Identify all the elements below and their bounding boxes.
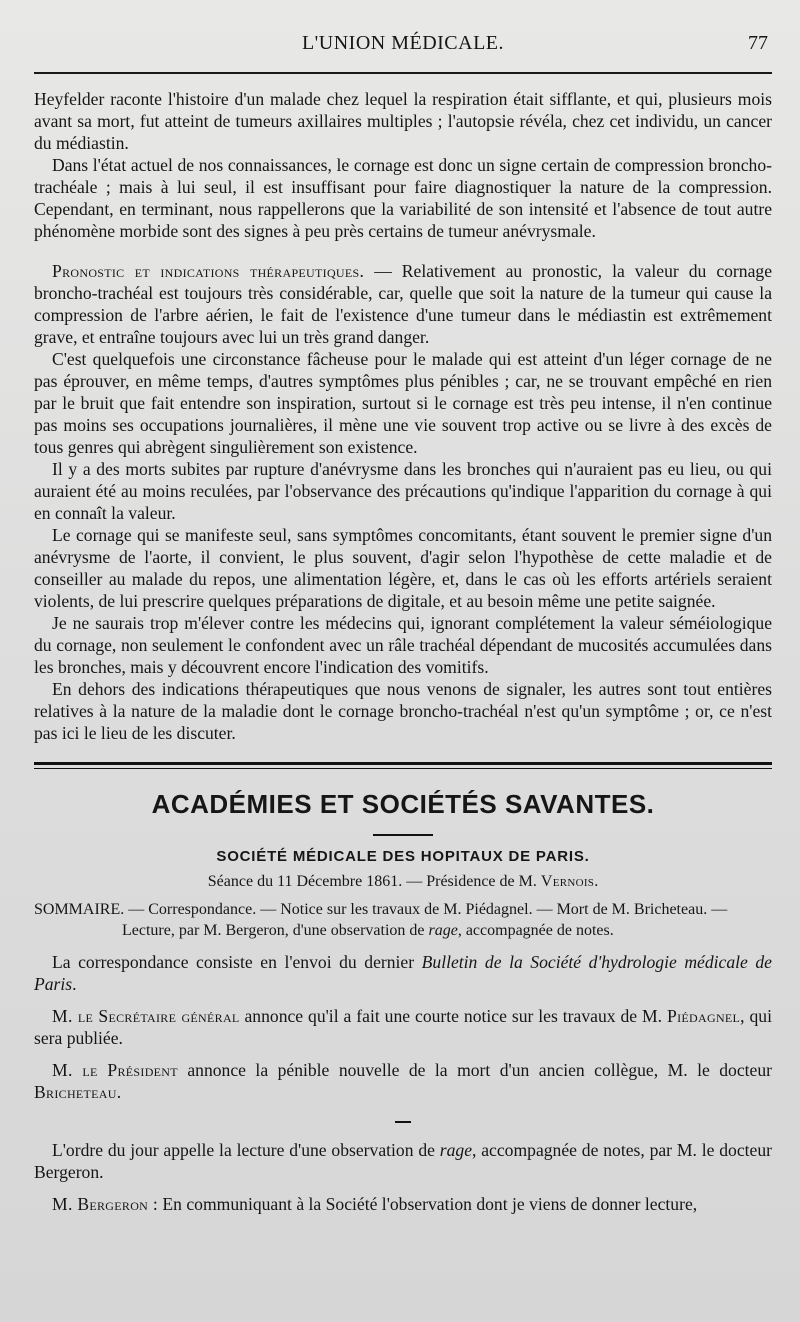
secretaire-text: annonce qu'il a fait une courte notice sur les travaux de M. — [239, 1006, 668, 1026]
president-end: . — [116, 1082, 122, 1102]
separator-dash — [395, 1121, 411, 1123]
seance-text: Séance du 11 Décembre 1861. — Présidence de M. — [207, 873, 541, 890]
ordre-rage: rage — [439, 1140, 473, 1160]
sommaire-line-2 — [34, 920, 772, 941]
journal-title: L'UNION MÉDICALE. — [301, 32, 505, 54]
piedagnel-name: Piédagnel — [667, 1006, 741, 1026]
seance-line — [34, 873, 772, 891]
sommaire-text-2a: Lecture, par M. Bergeron, d'une observation de — [122, 922, 429, 939]
paragraph: Je ne saurais trop m'élever contre les médecins qui, ignorant complétement la valeur séméiologique du cornage, non seulement le confondent avec un râle trachéal dépendant de mucosités accumulées dans les bronches, mais y découvrent encore l'indication des vomitifs. — [34, 613, 772, 677]
president-name: Vernois — [540, 873, 595, 890]
section-divider — [34, 762, 772, 769]
bergeron-paragraph — [34, 1193, 772, 1215]
header-rule — [34, 72, 772, 74]
society-name: SOCIÉTÉ MÉDICALE DES HOPITAUX DE PARIS. — [216, 848, 590, 865]
bergeron-text: En communiquant à la Société l'observation dont je viens de donner lecture, — [158, 1194, 698, 1214]
paragraph: Dans l'état actuel de nos connaissances, le cornage est donc un signe certain de compression broncho-trachéale ; mais à lui seul, il est insuffisant pour faire diagnostiquer la nature de la compression. Cependant, en terminant, nous rappellerons que la variabilité de son intensité et l'absence de tout autre phénomène morbide sont des signes à peu près certains de tumeur anévrysmale. — [34, 155, 772, 241]
divider-thick-line — [34, 762, 772, 765]
paragraph: Il y a des morts subites par rupture d'anévrysme dans les bronches qui n'auraient pas eu lieu, ou qui auraient été au moins reculées, par l'observance des précautions qu'indique l'apparition du cornage à qui en connaît la valeur. — [34, 459, 772, 523]
seance-end: . — [594, 873, 599, 890]
minutes — [34, 951, 772, 1215]
pronostic-paragraph — [34, 260, 772, 348]
sommaire-label: SOMMAIRE. — [34, 901, 125, 918]
bricheteau-name: Bricheteau — [34, 1082, 117, 1102]
corr-text: La correspondance consiste en l'envoi du dernier — [52, 952, 422, 972]
president-label: M. le Président — [52, 1060, 178, 1080]
secretaire-label: M. le Secrétaire général — [52, 1006, 240, 1026]
page-number: 77 — [748, 32, 768, 54]
pronostic-text: — Relativement au pronostic, la valeur du cornage broncho-trachéal est toujours très considérable, car, quelle que soit la nature de la tumeur qui cause la compression de l'arbre aérien, le fait de l'existence d'une tumeur dans le médiastin est extrêmement grave, et entraîne toujours avec lui un très grand danger. — [34, 261, 772, 347]
paragraph: En dehors des indications thérapeutiques que nous venons de signaler, les autres sont tout entières relatives à la nature de la maladie dont le cornage broncho-trachéal n'est qu'un symptôme ; or, ce n'est pas ici le lieu de les discuter. — [34, 679, 772, 743]
paragraph: Le cornage qui se manifeste seul, sans symptômes concomitants, étant souvent le premier signe d'un anévrysme de l'aorte, il convient, le plus souvent, d'agir selon l'hypothèse de cette maladie et de conseiller au malade du repos, une alimentation légère, et, dans le cas où les efforts artériels seraient violents, de lui prescrire quelques préparations de digitale, et au besoin même une petite saignée. — [34, 525, 772, 611]
secretaire-end: , qui sera publiée. — [34, 1006, 772, 1048]
spacer — [34, 242, 772, 260]
correspondance-paragraph — [34, 951, 772, 995]
sommaire-text-2b: , accompagnée de notes. — [457, 922, 614, 939]
section-title: ACADÉMIES ET SOCIÉTÉS SAVANTES. — [151, 789, 655, 819]
sommaire-text: — Correspondance. — Notice sur les travaux de M. Piédagnel. — Mort de M. Bricheteau. — — [124, 901, 728, 918]
pronostic-heading: Pronostic et indications thérapeutiques. — [52, 261, 365, 281]
ordre-end: , accompagnée de notes, par M. le docteur Bergeron. — [34, 1140, 772, 1182]
sommaire-rage: rage — [428, 922, 458, 939]
bergeron-label: M. Bergeron : — [52, 1194, 159, 1214]
sommaire-line-1 — [34, 899, 772, 920]
paragraph: Heyfelder raconte l'histoire d'un malade chez lequel la respiration était sifflante, et qui, plusieurs mois avant sa mort, fut atteint de tumeurs axillaires multiples ; l'autopsie révéla, chez cet individu, un cancer du médiastin. — [34, 89, 772, 153]
running-header — [34, 32, 772, 62]
sommaire — [34, 899, 772, 941]
corr-end: . — [72, 974, 77, 994]
ordre-text: L'ordre du jour appelle la lecture d'une observation de — [52, 1140, 440, 1160]
paragraph: C'est quelquefois une circonstance fâcheuse pour le malade qui est atteint d'un léger cornage de ne pas éprouver, en même temps, d'autres symptômes plus pénibles ; car, ne se trouvant empêché en rien par le bruit que fait entendre son inspiration, surtout si le cornage est très peu intense, il n'en continue pas moins ses occupations journalières, il mène une vie souvent trop active ou se livre à des excès de tous genres qui abrègent singulièrement son existence. — [34, 349, 772, 457]
title-rule — [373, 834, 433, 836]
president-paragraph — [34, 1059, 772, 1103]
ordre-paragraph — [34, 1139, 772, 1183]
president-text: annonce la pénible nouvelle de la mort d'un ancien collègue, M. le docteur — [177, 1060, 772, 1080]
secretaire-paragraph — [34, 1005, 772, 1049]
divider-thin-line — [34, 768, 772, 769]
bulletin-title: Bulletin de la Société d'hydrologie médicale de Paris — [34, 952, 772, 994]
